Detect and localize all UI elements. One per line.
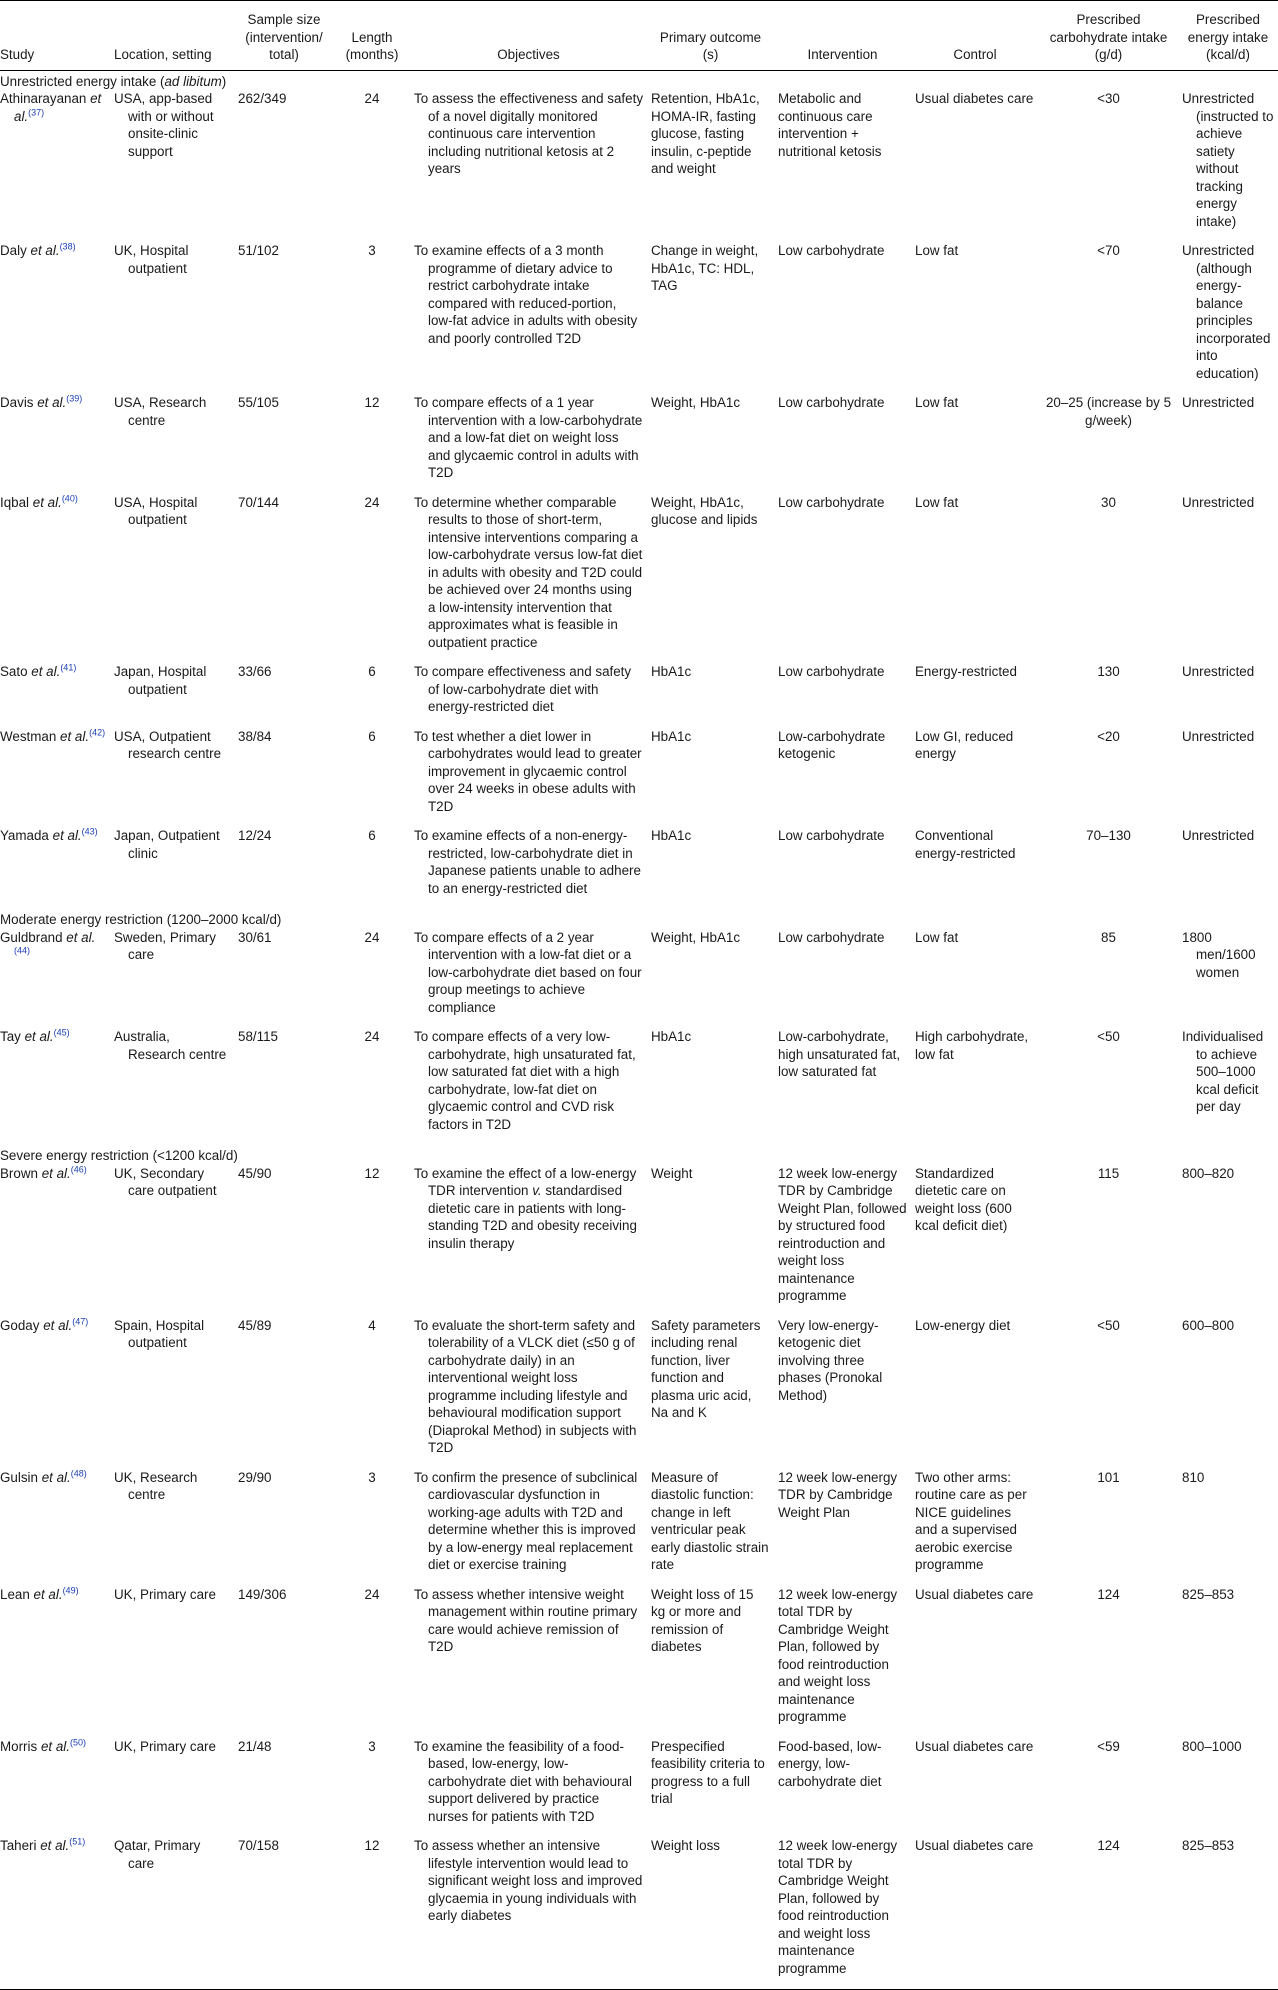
cell-study [0, 1028, 110, 1145]
cell-study [0, 827, 110, 909]
study-author: Brown [0, 1165, 38, 1181]
table-row [0, 1738, 1278, 1838]
cell-energy-text: 600–800 [1182, 1317, 1235, 1333]
cell-study [0, 1738, 110, 1838]
study-ref-link[interactable]: (44) [14, 945, 31, 956]
cell-location-text: UK, Hospital outpatient [114, 243, 189, 276]
study-et-al: et al. [14, 91, 102, 124]
study-et-al: et al. [33, 1586, 63, 1602]
header-energy: Prescribed energy intake (kcal/d) [1187, 12, 1269, 62]
cell-length: 24 [364, 494, 380, 510]
study-author: Daly [0, 243, 27, 258]
cell-study [0, 1165, 110, 1317]
cell-primary-outcome: Prespecified feasibility criteria to progress to a full trial [651, 1738, 765, 1806]
cell-intervention: Low carbohydrate [778, 243, 885, 258]
cell-length: 3 [368, 243, 376, 258]
section-title [0, 70, 1278, 90]
cell-location-text: Japan, Hospital outpatient [114, 664, 207, 697]
cell-energy-text: 800–1000 [1182, 1738, 1242, 1754]
study-et-al: et al. [41, 1469, 71, 1485]
cell-location [110, 494, 234, 664]
cell-objectives-text: To assess the effectiveness and safety of a novel digitally monitored continuous care intervention including nutritional ketosis at 2 years [414, 91, 644, 176]
cell-sample-size: 58/115 [238, 1029, 278, 1044]
study-author: Iqbal [0, 494, 30, 510]
section-title-italic: ad libitum [164, 73, 222, 89]
cell-location [110, 1738, 234, 1838]
cell-objectives-text: To compare effects of a very low-carbohydrate, high unsaturated fat, low saturated fat diet with a high carbohydrate, low-fat diet on glycaemic control and CVD risk factors in T2D [414, 1029, 636, 1132]
cell-location-text: Sweden, Primary care [114, 929, 216, 962]
cell-primary-outcome: Retention, HbA1c, HOMA-IR, fasting glucose, fasting insulin, c-peptide and weight [651, 91, 760, 176]
cell-objectives [410, 394, 647, 494]
study-citation [0, 494, 106, 512]
cell-study [0, 728, 110, 828]
cell-control: Low fat [915, 395, 959, 410]
section-title [0, 909, 1278, 929]
cell-energy [1178, 494, 1278, 664]
study-author: Tay [0, 1029, 21, 1044]
cell-carbohydrate: 85 [1101, 929, 1116, 945]
cell-objectives-text: To compare effects of a 1 year intervention with a low-carbohydrate and a low-fat diet on weight loss and glycaemic control in adults with T2D [414, 395, 643, 480]
cell-intervention: Low carbohydrate [778, 828, 885, 843]
cell-energy [1178, 394, 1278, 494]
cell-objectives-text: To examine the feasibility of a food-based, low-energy, low-carbohydrate diet with behavioural support delivered by practice nurses for patients with T2D [414, 1738, 632, 1824]
cell-length: 24 [364, 1586, 380, 1602]
cell-control: High carbohydrate, low fat [915, 1029, 1029, 1062]
study-author: Taheri [0, 1838, 37, 1853]
header-location: Location, setting [114, 47, 212, 62]
cell-objectives [410, 242, 647, 394]
cell-energy [1178, 1586, 1278, 1738]
cell-control: Usual diabetes care [915, 91, 1034, 106]
cell-intervention: Metabolic and continuous care intervention + nutritional ketosis [778, 91, 882, 159]
cell-length: 3 [368, 1469, 376, 1485]
cell-location [110, 1469, 234, 1586]
cell-length: 6 [368, 828, 376, 843]
cell-energy [1178, 827, 1278, 909]
cell-study [0, 1586, 110, 1738]
cell-objectives [410, 90, 647, 242]
cell-intervention: Very low-energy-ketogenic diet involving three phases (Pronokal Method) [778, 1317, 883, 1403]
cell-energy [1178, 1469, 1278, 1586]
study-ref-link[interactable]: (49) [62, 1585, 79, 1596]
table-row [0, 1586, 1278, 1738]
cell-energy-text: 800–820 [1182, 1165, 1235, 1181]
cell-energy-text: Unrestricted [1182, 494, 1255, 510]
cell-length: 12 [364, 395, 380, 410]
cell-primary-outcome: HbA1c [651, 1029, 692, 1044]
cell-intervention: 12 week low-energy total TDR by Cambridge Weight Plan, followed by food reintroduction and weight loss maintenance programme [778, 1586, 898, 1724]
study-ref-link[interactable]: (45) [53, 1027, 70, 1038]
study-ref-link[interactable]: (39) [66, 393, 83, 404]
study-ref-link[interactable]: (47) [72, 1316, 89, 1327]
cell-sample-size: 55/105 [238, 395, 279, 410]
table-row [0, 1028, 1278, 1145]
cell-energy [1178, 1165, 1278, 1317]
header-control: Control [953, 47, 997, 62]
cell-intervention: 12 week low-energy TDR by Cambridge Weight Plan, followed by structured food reintroduction and weight loss maintenance programme [778, 1165, 907, 1303]
cell-objectives-text: To assess whether an intensive lifestyle intervention would lead to significant weight loss and improved glycaemia in young individuals with early diabetes [414, 1838, 643, 1923]
cell-length: 6 [368, 664, 376, 679]
cell-control: Two other arms: routine care as per NICE guidelines and a supervised aerobic exercise programme [915, 1469, 1027, 1572]
study-ref-link[interactable]: (50) [69, 1737, 86, 1748]
cell-control: Low-energy diet [915, 1317, 1011, 1333]
cell-length: 3 [368, 1738, 376, 1754]
cell-study [0, 1469, 110, 1586]
cell-intervention: Low carbohydrate [778, 494, 885, 510]
cell-intervention: Low-carbohydrate, high unsaturated fat, low saturated fat [778, 1029, 901, 1079]
cell-study [0, 494, 110, 664]
study-ref-link[interactable]: (40) [61, 493, 78, 504]
cell-energy-text: Unrestricted (although energy-balance principles incorporated into education) [1182, 243, 1271, 381]
cell-sample-size: 21/48 [238, 1738, 272, 1754]
cell-objectives [410, 1165, 647, 1317]
cell-carbohydrate: 20–25 (increase by 5 g/week) [1045, 395, 1172, 428]
cell-sample-size: 45/89 [238, 1317, 272, 1333]
study-citation [0, 728, 106, 746]
cell-carbohydrate: <50 [1097, 1029, 1120, 1044]
cell-carbohydrate: 115 [1097, 1165, 1120, 1181]
cell-primary-outcome: Weight [651, 1165, 693, 1181]
header-carbohydrate: Prescribed carbohydrate intake (g/d) [1049, 12, 1168, 62]
study-et-al: et al. [30, 243, 60, 258]
cell-objectives-text: To confirm the presence of subclinical cardiovascular dysfunction in working-age adults with T2D and determine whether this is improved by a low-energy meal replacement diet or exercise training [414, 1469, 638, 1572]
table-row [0, 1469, 1278, 1586]
cell-carbohydrate: 124 [1097, 1586, 1120, 1602]
study-author: Guldbrand [0, 929, 63, 945]
header-primary-outcome: Primary outcome (s) [659, 29, 762, 62]
study-author: Sato [0, 664, 28, 679]
cell-energy-text: Unrestricted [1182, 728, 1255, 744]
cell-energy-text: 810 [1182, 1469, 1205, 1485]
header-row [0, 1, 1278, 71]
cell-intervention: 12 week low-energy TDR by Cambridge Weight Plan [778, 1469, 898, 1520]
cell-energy-text: 825–853 [1182, 1586, 1235, 1602]
study-ref-link[interactable]: (48) [70, 1468, 87, 1479]
study-citation [0, 1165, 106, 1183]
study-citation [0, 1469, 106, 1487]
header-intervention: Intervention [807, 47, 878, 62]
cell-intervention: Low carbohydrate [778, 929, 885, 945]
cell-control: Low fat [915, 494, 959, 510]
cell-carbohydrate: <50 [1097, 1317, 1120, 1333]
cell-control: Usual diabetes care [915, 1838, 1034, 1853]
cell-primary-outcome: Weight loss of 15 kg or more and remission of diabetes [651, 1586, 754, 1654]
cell-location-text: Australia, Research centre [114, 1029, 227, 1062]
cell-location-text: Spain, Hospital outpatient [114, 1317, 205, 1350]
cell-location [110, 1586, 234, 1738]
cell-sample-size: 149/306 [238, 1586, 287, 1602]
cell-objectives [410, 1738, 647, 1838]
header-objectives: Objectives [497, 47, 560, 62]
cell-length: 24 [364, 1029, 380, 1044]
study-et-al: et al. [60, 728, 90, 744]
study-et-al: et al. [40, 1738, 70, 1754]
cell-location [110, 1317, 234, 1469]
cell-primary-outcome: Safety parameters including renal function, liver function and plasma uric acid, Na and K [651, 1317, 761, 1420]
cell-location-text: Qatar, Primary care [114, 1838, 201, 1871]
cell-energy-text: Unrestricted (instructed to achieve satiety without tracking energy intake) [1182, 91, 1274, 229]
cell-primary-outcome: Measure of diastolic function: change in left ventricular peak early diastolic strain rate [651, 1469, 769, 1572]
study-et-al: et al. [43, 1317, 73, 1333]
table-row [0, 1165, 1278, 1317]
cell-length: 6 [368, 728, 376, 744]
cell-energy-text: 825–853 [1182, 1838, 1235, 1853]
cell-study [0, 929, 110, 1029]
cell-primary-outcome: Change in weight, HbA1c, TC: HDL, TAG [651, 243, 759, 293]
cell-intervention: Food-based, low-energy, low-carbohydrate diet [778, 1738, 882, 1789]
section-title-text: Moderate energy restriction (1200–2000 kcal/d) [0, 912, 282, 927]
section-title-end: ) [221, 73, 227, 89]
objectives-part: To examine the effect of a low-energy TDR intervention [414, 1165, 637, 1198]
study-citation [0, 1837, 106, 1855]
section-title-text: Severe energy restriction (<1200 kcal/d) [0, 1148, 238, 1163]
cell-primary-outcome: Weight, HbA1c [651, 929, 741, 945]
cell-length: 12 [364, 1165, 380, 1181]
cell-location [110, 1165, 234, 1317]
cell-study [0, 394, 110, 494]
cell-energy [1178, 663, 1278, 728]
section-title-text: Unrestricted energy intake ( [0, 73, 165, 89]
table-row [0, 494, 1278, 664]
cell-energy [1178, 242, 1278, 394]
cell-carbohydrate: <70 [1097, 243, 1120, 258]
cell-control: Energy-restricted [915, 664, 1017, 679]
study-citation [0, 1738, 106, 1756]
table-row [0, 929, 1278, 1029]
study-ref-link[interactable]: (46) [70, 1164, 87, 1175]
cell-primary-outcome: Weight loss [651, 1838, 720, 1853]
table-row [0, 728, 1278, 828]
cell-location [110, 242, 234, 394]
study-et-al: et al. [66, 929, 96, 945]
study-ref-link[interactable]: (38) [59, 241, 76, 252]
study-citation [0, 90, 106, 125]
study-author: Gulsin [0, 1469, 38, 1485]
study-author: Westman [0, 728, 57, 744]
header-sample-size: Sample size (intervention/ total) [245, 12, 323, 62]
cell-energy [1178, 1028, 1278, 1145]
study-citation [0, 394, 106, 412]
header-length: Length (months) [345, 29, 399, 62]
cell-sample-size: 262/349 [238, 91, 287, 106]
cell-location-text: Japan, Outpatient clinic [114, 828, 220, 861]
study-author: Davis [0, 395, 34, 410]
cell-energy-text: Individualised to achieve 500–1000 kcal deficit per day [1182, 1029, 1264, 1114]
cell-location-text: UK, Research centre [114, 1469, 198, 1502]
cell-objectives-text: To assess whether intensive weight management within routine primary care would achieve remission of T2D [414, 1586, 638, 1654]
section-header-row [0, 909, 1278, 929]
cell-objectives [410, 494, 647, 664]
cell-objectives-text: To examine effects of a non-energy-restricted, low-carbohydrate diet in Japanese patients unable to adhere to an energy-restricted diet [414, 828, 641, 896]
cell-carbohydrate: 124 [1097, 1838, 1120, 1853]
objectives-italic: v. [532, 1183, 542, 1198]
cell-objectives [410, 1586, 647, 1738]
cell-control: Usual diabetes care [915, 1738, 1034, 1754]
table-row [0, 90, 1278, 242]
cell-control: Conventional energy-restricted [915, 828, 1016, 861]
cell-sample-size: 70/144 [238, 494, 279, 510]
cell-sample-size: 45/90 [238, 1165, 272, 1181]
cell-carbohydrate: 130 [1097, 664, 1120, 679]
cell-objectives-text: To examine effects of a 3 month programme of dietary advice to restrict carbohydrate intake compared with reduced-portion, low-fat advice in adults with obesity and poorly controlled T2D [414, 243, 638, 346]
cell-location [110, 394, 234, 494]
cell-primary-outcome: HbA1c [651, 828, 692, 843]
table-row [0, 663, 1278, 728]
cell-control: Usual diabetes care [915, 1586, 1034, 1602]
study-et-al: et al. [31, 664, 61, 679]
cell-control: Low GI, reduced energy [915, 728, 1014, 761]
study-citation [0, 1317, 106, 1335]
section-header-row [0, 1145, 1278, 1165]
cell-location [110, 1028, 234, 1145]
cell-energy-text: Unrestricted [1182, 664, 1255, 679]
table-row [0, 242, 1278, 394]
study-ref-link[interactable]: (37) [28, 107, 45, 118]
cell-control: Low fat [915, 243, 959, 258]
cell-location-text: UK, Primary care [114, 1738, 216, 1754]
cell-location-text: UK, Secondary care outpatient [114, 1165, 217, 1198]
objectives-part: standardised dietetic care in patients with long-standing T2D and obesity receiving insulin therapy [428, 1183, 637, 1251]
cell-objectives-text: To compare effects of a 2 year intervention with a low-fat diet or a low-carbohydrate diet based on four group meetings to achieve compliance [414, 929, 642, 1015]
cell-carbohydrate: 70–130 [1086, 828, 1131, 843]
study-ref-link[interactable]: (43) [81, 826, 98, 837]
cell-length: 24 [364, 91, 380, 106]
cell-location [110, 90, 234, 242]
cell-study [0, 663, 110, 728]
table-row [0, 827, 1278, 909]
study-ref-link[interactable]: (51) [69, 1836, 86, 1847]
cell-energy [1178, 90, 1278, 242]
cell-objectives [410, 929, 647, 1029]
cell-carbohydrate: 30 [1101, 494, 1116, 510]
study-et-al: et al. [37, 395, 67, 410]
study-et-al: et al. [52, 828, 82, 843]
cell-energy [1178, 1317, 1278, 1469]
cell-intervention: Low carbohydrate [778, 664, 885, 679]
study-et-al: et al. [24, 1029, 54, 1044]
cell-location [110, 728, 234, 828]
cell-sample-size: 30/61 [238, 929, 272, 945]
cell-energy-text: Unrestricted [1182, 828, 1255, 843]
cell-study [0, 242, 110, 394]
cell-objectives [410, 728, 647, 828]
cell-objectives-text: To compare effectiveness and safety of low-carbohydrate diet with energy-restricted diet [414, 664, 632, 714]
cell-objectives [410, 827, 647, 909]
study-citation [0, 1586, 106, 1604]
cell-location [110, 827, 234, 909]
study-citation [0, 827, 106, 845]
cell-carbohydrate: 101 [1097, 1469, 1120, 1485]
section-header-row [0, 70, 1278, 90]
study-et-al: et al. [32, 494, 62, 510]
cell-primary-outcome: Weight, HbA1c, glucose and lipids [651, 494, 758, 527]
cell-study [0, 90, 110, 242]
cell-energy-text: 1800 men/1600 women [1182, 929, 1256, 980]
cell-energy [1178, 1738, 1278, 1838]
cell-intervention: Low carbohydrate [778, 395, 885, 410]
cell-energy [1178, 728, 1278, 828]
cell-location-text: USA, Hospital outpatient [114, 494, 198, 527]
cell-control: Low fat [915, 929, 959, 945]
study-author: Morris [0, 1738, 38, 1754]
cell-sample-size: 33/66 [238, 664, 272, 679]
header-study: Study [0, 47, 35, 62]
cell-control: Standardized dietetic care on weight loss (600 kcal deficit diet) [915, 1165, 1012, 1233]
cell-carbohydrate: <59 [1097, 1738, 1120, 1754]
cell-length: 24 [364, 929, 380, 945]
cell-objectives-text: To test whether a diet lower in carbohydrates would lead to greater improvement in glycaemic control over 24 weeks in obese adults with T2D [414, 728, 642, 814]
table-row [0, 1317, 1278, 1469]
study-citation [0, 242, 106, 260]
cell-objectives [410, 1469, 647, 1586]
cell-sample-size: 51/102 [238, 243, 279, 258]
section-title [0, 1145, 1278, 1165]
cell-primary-outcome: Weight, HbA1c [651, 395, 741, 410]
study-ref-link[interactable]: (42) [89, 727, 106, 738]
cell-location-text: USA, Outpatient research centre [114, 728, 222, 761]
table-body [0, 70, 1278, 1990]
study-author: Goday [0, 1317, 40, 1333]
cell-sample-size: 12/24 [238, 828, 272, 843]
cell-objectives [410, 1317, 647, 1469]
cell-carbohydrate: <30 [1097, 91, 1120, 106]
study-et-al: et al. [41, 1165, 71, 1181]
cell-objectives-text: To evaluate the short-term safety and tolerability of a VLCK diet (≤50 g of carbohydrate daily) in an interventional weight loss programme including lifestyle and behavioural modification support (Diaprokal Method) in subjects with T2D [414, 1317, 637, 1455]
cell-carbohydrate: <20 [1097, 728, 1120, 744]
cell-intervention: 12 week low-energy total TDR by Cambridge Weight Plan, followed by food reintroduction and weight loss maintenance programme [778, 1838, 898, 1976]
cell-objectives [410, 1028, 647, 1145]
cell-primary-outcome: HbA1c [651, 728, 692, 744]
study-citation [0, 1028, 106, 1046]
cell-objectives-text [414, 1165, 643, 1253]
study-ref-link[interactable]: (41) [60, 662, 77, 673]
cell-sample-size: 29/90 [238, 1469, 272, 1485]
cell-location [110, 663, 234, 728]
table-row [0, 394, 1278, 494]
cell-sample-size: 38/84 [238, 728, 272, 744]
cell-length: 4 [368, 1317, 376, 1333]
cell-length: 12 [364, 1838, 380, 1853]
cell-intervention: Low-carbohydrate ketogenic [778, 728, 886, 761]
study-citation [0, 663, 106, 681]
table-header [0, 1, 1278, 71]
cell-energy [1178, 929, 1278, 1029]
study-et-al: et al. [40, 1838, 70, 1853]
cell-energy-text: Unrestricted [1182, 395, 1255, 410]
study-author: Lean [0, 1586, 30, 1602]
cell-location [110, 929, 234, 1029]
study-citation [0, 929, 106, 964]
cell-sample-size: 70/158 [238, 1838, 279, 1853]
cell-primary-outcome: HbA1c [651, 664, 692, 679]
study-author: Yamada [0, 828, 49, 843]
study-author: Athinarayanan [0, 91, 87, 106]
cell-objectives-text: To determine whether comparable results to those of short-term, intensive interventions comparing a low-carbohydrate versus low-fat diet in adults with obesity and T2D could be achieved over 24 months using a low-intensity intervention that approximates what is feasible in outpatient practice [414, 494, 643, 650]
cell-location-text: UK, Primary care [114, 1586, 216, 1602]
cell-study [0, 1317, 110, 1469]
cell-objectives [410, 663, 647, 728]
cell-location-text: USA, app-based with or without onsite-clinic support [114, 91, 214, 159]
cell-location-text: USA, Research centre [114, 395, 207, 428]
